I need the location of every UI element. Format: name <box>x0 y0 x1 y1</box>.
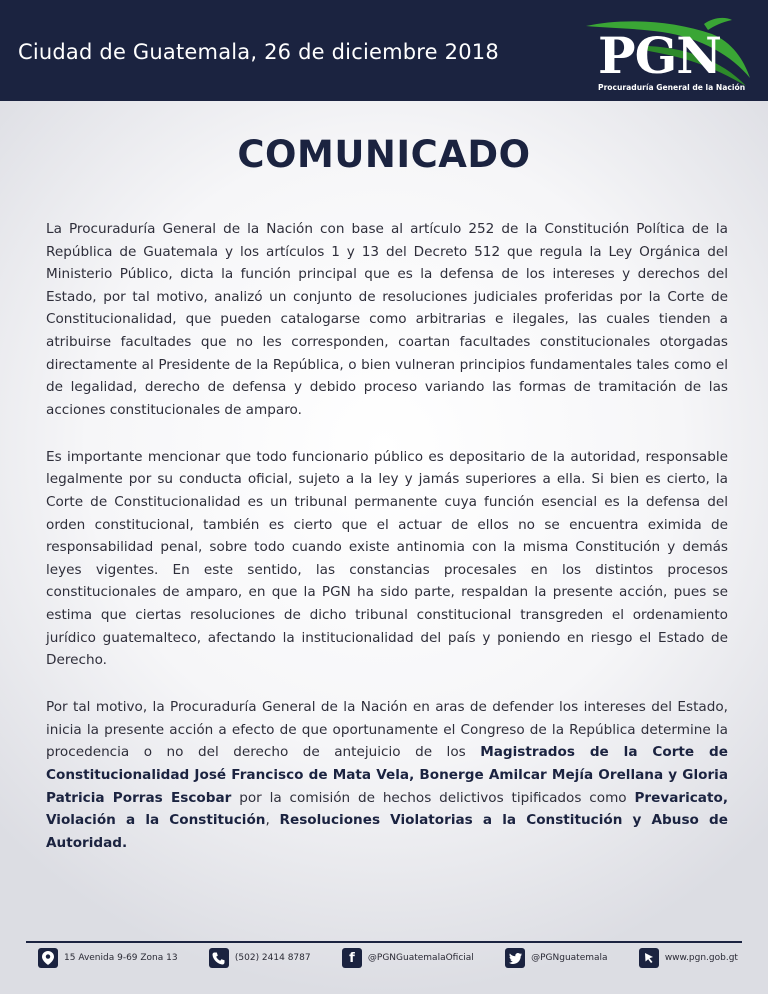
footer <box>38 947 738 969</box>
body-text <box>46 218 728 879</box>
paragraph-text: por la comisión de hechos delictivos tipificados como <box>231 789 635 806</box>
phone-icon <box>209 948 229 968</box>
paragraph-1 <box>46 218 728 421</box>
footer-address <box>38 948 178 968</box>
footer-phone <box>209 948 311 968</box>
paragraph-text: , <box>265 812 280 829</box>
header-bar <box>0 0 768 101</box>
paragraph-text: Es importante mencionar que todo funcionario público es depositario de la autoridad, responsable legalmente por su conducta oficial, sujeto a la ley y jamás superiores a ella. Si bien es cierto, la Corte de Constitucionalidad es un tribunal permanente cuya función esencial es la defensa del orden constitucional, también es cierto que el actuar de ellos no se encuentra eximida de responsabilidad penal, sobre todo cuando existe antinomia con la misma Constitución y demás leyes vigentes. En este sentido, las constancias procesales en los distintos procesos constitucionales de amparo, en que la PGN ha sido parte, respaldan la presente acción, pues se estima que ciertas resoluciones de dicho tribunal constitucional transgreden el ordenamiento jurídico guatemalteco, afectando la institucionalidad del país y poniendo en riesgo el Estado de Derecho. <box>46 448 728 669</box>
paragraph-text: Por tal motivo, la Procuraduría General de la Nación en aras de defender los intereses del Estado, inicia la presente acción a efecto de que oportunamente el Congreso de la República determine la procedencia o no del derecho de antejuicio de los <box>46 699 728 761</box>
twitter-icon <box>505 948 525 968</box>
bold-text: Prevaricato, Violación a la Constitución <box>46 789 728 829</box>
bold-text: Magistrados de la Corte de Constitucionalidad José Francisco de Mata Vela, Bonerge Amilcar Mejía Orellana y Gloria Patricia Porras Escobar <box>46 744 728 806</box>
address-text: 15 Avenida 9-69 Zona 13 <box>64 953 178 963</box>
paragraph-2 <box>46 446 728 672</box>
logo-text: PGN <box>598 26 722 85</box>
paragraph-text: La Procuraduría General de la Nación con base al artículo 252 de la Constitución Política de la República de Guatemala y los artículos 1 y 13 del Decreto 512 que regula la Ley Orgánica del Ministerio Público, dicta la función principal que es la defensa de los intereses y derechos del Estado, por tal motivo, analizó un conjunto de resoluciones judiciales proferidas por la Corte de Constitucionalidad, que pueden catalogarse como arbitrarias e ilegales, las cuales tienden a atribuirse facultades que no les corresponden, coartan facultades constitucionales otorgadas directamente al Presidente de la República, o bien vulneran principios fundamentales tales como el de legalidad, derecho de defensa y debido proceso variando las formas de tramitación de las acciones constitucionales de amparo. <box>46 221 728 418</box>
logo-subtitle: Procuraduría General de la Nación <box>598 83 746 92</box>
location-pin-icon <box>38 948 58 968</box>
facebook-handle[interactable]: @PGNGuatemalaOficial <box>367 953 474 963</box>
bold-text: Resoluciones Violatorias a la Constitución y Abuso de Autoridad. <box>46 812 728 851</box>
footer-twitter[interactable] <box>505 948 607 968</box>
paragraph-3 <box>46 696 728 854</box>
facebook-icon: f <box>342 948 362 968</box>
date-line: Ciudad de Guatemala, 26 de diciembre 2018 <box>18 40 499 64</box>
footer-website[interactable] <box>639 948 738 968</box>
twitter-handle[interactable]: @PGNguatemala <box>531 953 608 963</box>
page-title: COMUNICADO <box>237 133 531 176</box>
footer-facebook[interactable] <box>342 948 474 968</box>
cursor-click-icon <box>639 948 659 968</box>
footer-divider <box>26 941 742 943</box>
website-link[interactable]: www.pgn.gob.gt <box>664 953 738 963</box>
phone-text: (502) 2414 8787 <box>234 953 311 963</box>
pgn-logo <box>582 16 752 98</box>
